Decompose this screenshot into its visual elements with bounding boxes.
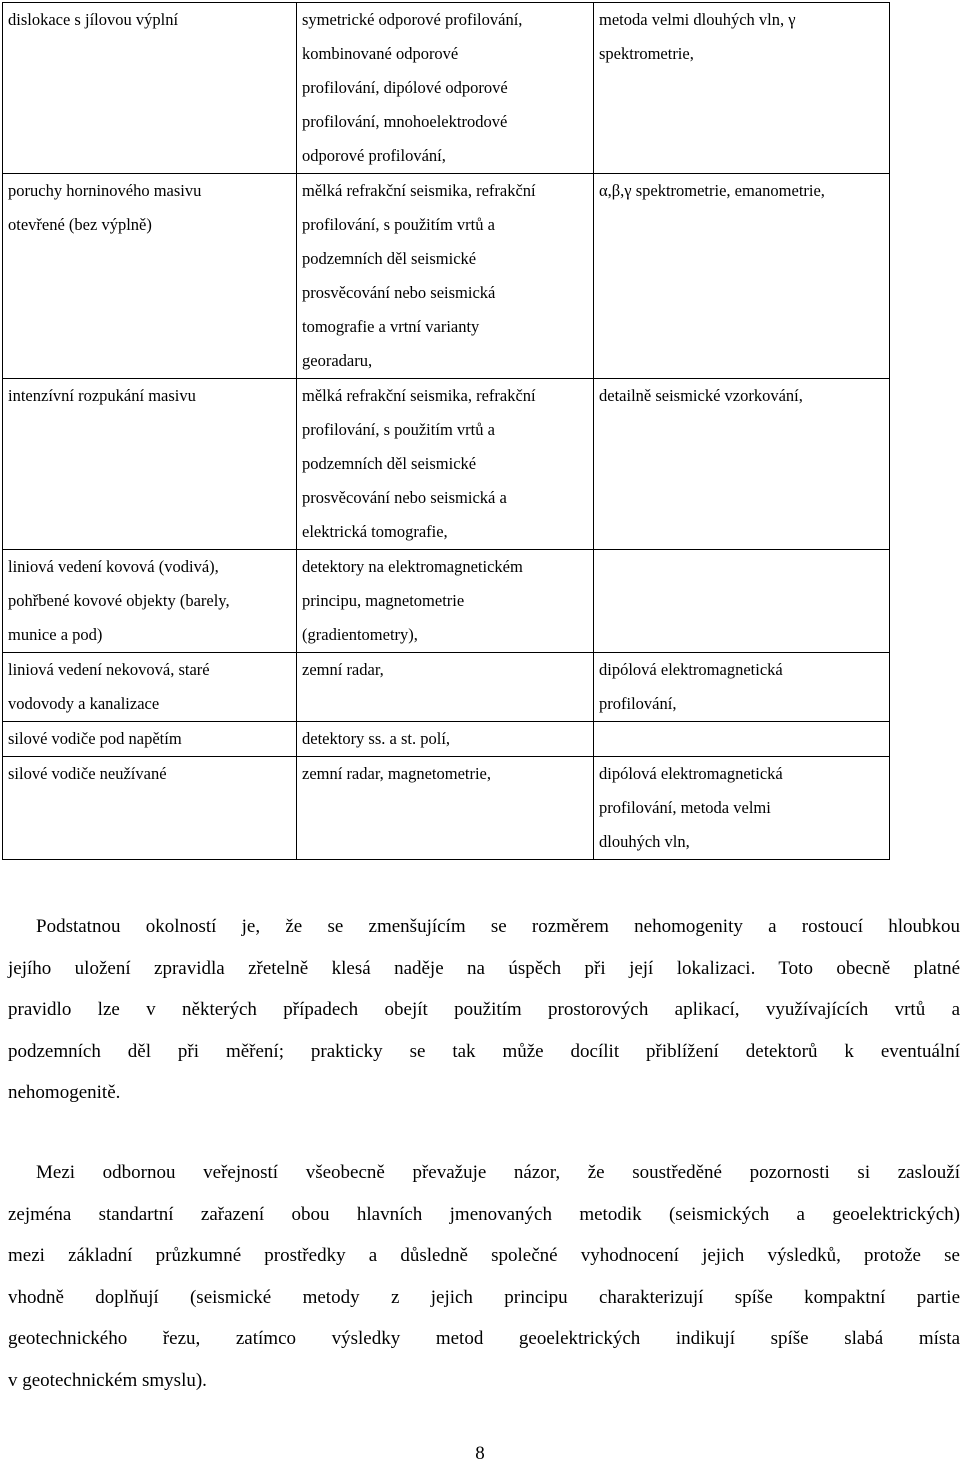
cell-text-line: symetrické odporové profilování, xyxy=(302,10,523,29)
paragraph-line: zejména standartní zařazení obou hlavních jmenovaných metodik (seismických a geoelektrických) xyxy=(8,1203,960,1225)
cell-text-line: (gradientometry), xyxy=(302,625,418,644)
cell-text-line: zemní radar, xyxy=(302,660,384,679)
table-row xyxy=(3,379,890,550)
cell-text-line: intenzívní rozpukání masivu xyxy=(8,386,196,405)
cell-text-line: tomografie a vrtní varianty xyxy=(302,317,480,336)
paragraph-line: vhodně doplňují (seismické metody z jejich principu charakterizují spíše kompaktní partie xyxy=(8,1286,960,1308)
paragraph-line: geotechnického řezu, zatímco výsledky metod geoelektrických indikují spíše slabá místa xyxy=(8,1328,960,1349)
table-row xyxy=(3,757,890,860)
table-row xyxy=(3,3,890,174)
cell-text-line: prosvěcování nebo seismická xyxy=(302,283,496,302)
paragraph-line: pravidlo lze v některých případech obejít použitím prostorových aplikací, využívajících vrtů a xyxy=(8,999,960,1020)
anomaly-cell xyxy=(3,3,297,174)
anomaly-cell xyxy=(3,722,297,757)
anomaly-cell xyxy=(3,174,297,379)
method-cell xyxy=(297,550,594,653)
cell-text-line: detektory ss. a st. polí, xyxy=(302,729,451,748)
table-row xyxy=(3,174,890,379)
cell-text-line: podzemních děl seismické xyxy=(302,249,477,268)
cell-text-line: vodovody a kanalizace xyxy=(8,694,160,713)
complementary-method-cell xyxy=(594,174,890,379)
anomaly-cell xyxy=(3,653,297,722)
cell-text-line: mělká refrakční seismika, refrakční xyxy=(302,386,536,405)
complementary-method-cell xyxy=(594,3,890,174)
cell-text-line: liniová vedení nekovová, staré xyxy=(8,660,210,679)
complementary-method-cell xyxy=(594,550,890,653)
methods-table xyxy=(2,2,890,860)
cell-text-line: liniová vedení kovová (vodivá), xyxy=(8,557,219,576)
paragraph-line: mezi základní průzkumné prostředky a důsledně společné vyhodnocení jejich výsledků, protože se xyxy=(8,1245,960,1266)
anomaly-cell xyxy=(3,379,297,550)
anomaly-cell xyxy=(3,757,297,860)
cell-text-line: silové vodiče neužívané xyxy=(8,764,167,783)
paragraph-line: Mezi odbornou veřejností všeobecně převažuje názor, že soustředěné pozornosti si zaslouží xyxy=(36,1162,960,1183)
complementary-method-cell xyxy=(594,722,890,757)
cell-text-line: dlouhých vln, xyxy=(599,832,690,851)
cell-text-line: profilování, xyxy=(599,694,677,713)
cell-text-line: detektory na elektromagnetickém xyxy=(302,557,523,576)
cell-text-line: profilování, mnohoelektrodové xyxy=(302,112,508,131)
cell-text-line: poruchy horninového masivu xyxy=(8,181,202,200)
method-cell xyxy=(297,379,594,550)
cell-text-line: profilování, dipólové odporové xyxy=(302,78,508,97)
method-cell xyxy=(297,757,594,860)
paragraph-line: v geotechnickém smyslu). xyxy=(8,1369,207,1391)
methods-table-body xyxy=(3,3,890,860)
cell-text-line: detailně seismické vzorkování, xyxy=(599,386,803,405)
cell-text-line: profilování, metoda velmi xyxy=(599,798,771,817)
cell-text-line: odporové profilování, xyxy=(302,146,446,165)
paragraph-line: jejího uložení zpravidla zřetelně klesá naděje na úspěch při její lokalizaci. Toto obecně platné xyxy=(8,957,960,979)
complementary-method-cell xyxy=(594,379,890,550)
table-row xyxy=(3,653,890,722)
cell-text-line: principu, magnetometrie xyxy=(302,591,465,610)
cell-text-line: pohřbené kovové objekty (barely, xyxy=(8,591,230,610)
cell-text-line: zemní radar, magnetometrie, xyxy=(302,764,492,783)
complementary-method-cell xyxy=(594,653,890,722)
table-row xyxy=(3,550,890,653)
cell-text-line: georadaru, xyxy=(302,351,373,370)
cell-text-line: prosvěcování nebo seismická a xyxy=(302,488,507,507)
cell-text-line: profilování, s použitím vrtů a xyxy=(302,420,495,439)
paragraph-1 xyxy=(8,906,960,1114)
paragraph-2 xyxy=(8,1152,960,1401)
paragraph-line: nehomogenitě. xyxy=(8,1082,121,1103)
cell-text-line: dipólová elektromagnetická xyxy=(599,764,783,783)
paragraph-line: podzemních děl při měření; prakticky se tak může docílit přiblížení detektorů k eventuální xyxy=(8,1040,960,1062)
method-cell xyxy=(297,722,594,757)
table-row xyxy=(3,722,890,757)
cell-text-line: dislokace s jílovou výplní xyxy=(8,10,179,29)
cell-text-line: silové vodiče pod napětím xyxy=(8,729,182,748)
cell-text-line: kombinované odporové xyxy=(302,44,459,63)
cell-text-line: profilování, s použitím vrtů a xyxy=(302,215,495,234)
cell-text-line: elektrická tomografie, xyxy=(302,522,448,541)
cell-text-line: dipólová elektromagnetická xyxy=(599,660,783,679)
cell-text-line: munice a pod) xyxy=(8,625,103,644)
anomaly-cell xyxy=(3,550,297,653)
method-cell xyxy=(297,653,594,722)
complementary-method-cell xyxy=(594,757,890,860)
cell-text-line: metoda velmi dlouhých vln, γ xyxy=(599,10,796,29)
page-number: 8 xyxy=(475,1443,485,1464)
method-cell xyxy=(297,174,594,379)
cell-text-line: mělká refrakční seismika, refrakční xyxy=(302,181,536,200)
method-cell xyxy=(297,3,594,174)
paragraph-line: Podstatnou okolností je, že se zmenšujícím se rozměrem nehomogenity a rostoucí hloubkou xyxy=(36,916,960,937)
cell-text-line: spektrometrie, xyxy=(599,44,694,63)
cell-text-line: otevřené (bez výplně) xyxy=(8,215,152,234)
cell-text-line: podzemních děl seismické xyxy=(302,454,477,473)
cell-text-line: α,β,γ spektrometrie, emanometrie, xyxy=(599,181,825,200)
